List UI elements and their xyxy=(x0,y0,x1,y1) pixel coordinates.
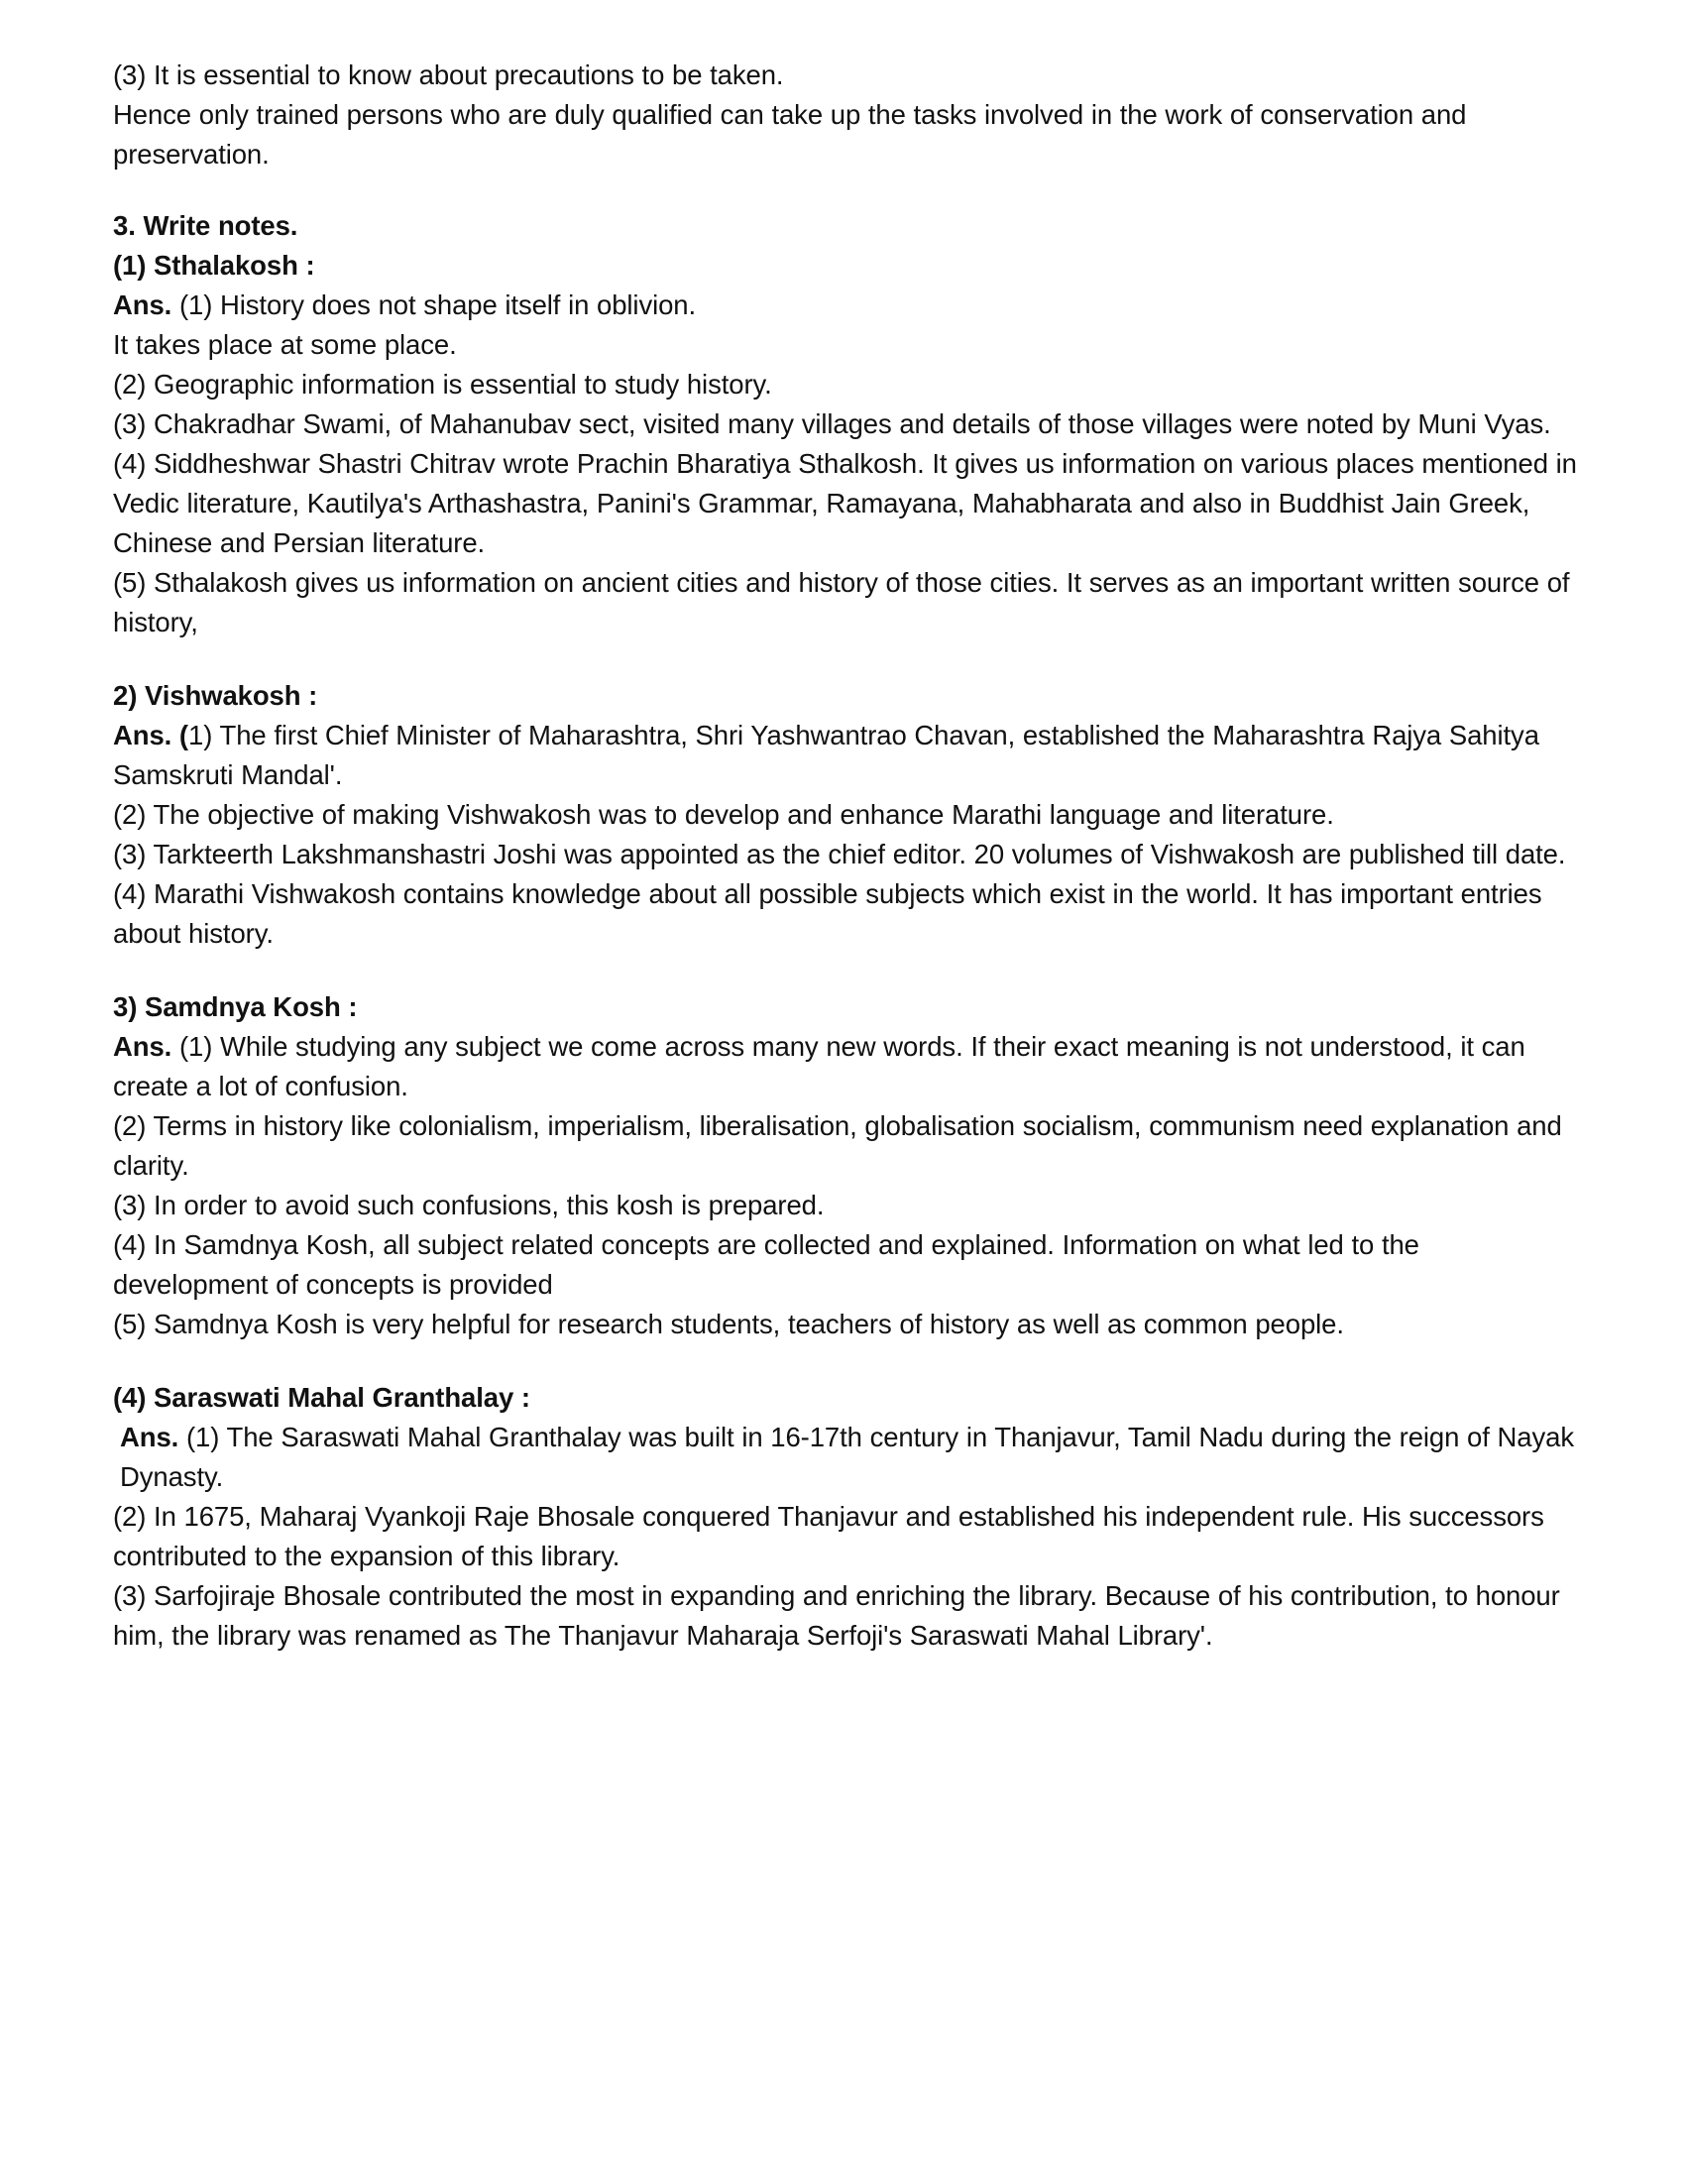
note-line: (2) Terms in history like colonialism, imperialism, liberalisation, globalisation socialism, communism need explanation and clarity. xyxy=(113,1110,1562,1181)
document-body xyxy=(113,56,1577,1656)
note-line: (4) Siddheshwar Shastri Chitrav wrote Prachin Bharatiya Sthalkosh. It gives us information on various places mentioned in Vedic literature, Kautilya's Arthashastra, Panini's Grammar, Ramayana, Mahabharata and also in Buddhist Jain Greek, Chinese and Persian literature. xyxy=(113,448,1577,558)
answer-first-line: (1) While studying any subject we come across many new words. If their exact meaning is not understood, it can create a lot of confusion. xyxy=(113,1031,1525,1101)
answer-label: Ans. xyxy=(113,289,172,320)
note-line: (5) Samdnya Kosh is very helpful for research students, teachers of history as well as common people. xyxy=(113,1309,1344,1339)
answer-first-line: (1) History does not shape itself in oblivion. xyxy=(171,289,697,320)
spacer xyxy=(113,642,1577,676)
note-line: It takes place at some place. xyxy=(113,329,457,360)
intro-line-1: (3) It is essential to know about precautions to be taken. xyxy=(113,59,784,90)
spacer xyxy=(113,1344,1577,1378)
note-line: (2) The objective of making Vishwakosh was to develop and enhance Marathi language and literature. xyxy=(113,799,1334,830)
note-line: (4) In Samdnya Kosh, all subject related concepts are collected and explained. Information on what led to the development of concepts is provided xyxy=(113,1229,1419,1300)
question-heading: 3. Write notes. xyxy=(113,210,298,241)
note-line: (2) Geographic information is essential to study history. xyxy=(113,369,772,400)
intro-line-2: Hence only trained persons who are duly qualified can take up the tasks involved in the work of conservation and preservation. xyxy=(113,99,1467,170)
answer-label: Ans. ( xyxy=(113,720,188,750)
spacer xyxy=(113,954,1577,987)
note-answer-saraswati-mahal-granthalay xyxy=(113,1418,1577,1497)
note-answer-samdnya-kosh xyxy=(113,1027,1577,1106)
note-line: (3) Sarfojiraje Bhosale contributed the most in expanding and enriching the library. Because of his contribution, to honour him, the library was renamed as The Thanjavur Maharaja Serfoji's Saraswati Mahal Library'. xyxy=(113,1580,1560,1651)
note-line: (4) Marathi Vishwakosh contains knowledge about all possible subjects which exist in the world. It has important entries about history. xyxy=(113,878,1542,949)
note-line: (2) In 1675, Maharaj Vyankoji Raje Bhosale conquered Thanjavur and established his independent rule. His successors contributed to the expansion of this library. xyxy=(113,1501,1544,1571)
answer-label: Ans. xyxy=(113,1031,172,1062)
spacer xyxy=(113,174,1577,206)
note-line: (5) Sthalakosh gives us information on ancient cities and history of those cities. It serves as an important written source of history, xyxy=(113,567,1570,637)
note-line: (3) Chakradhar Swami, of Mahanubav sect, visited many villages and details of those villages were noted by Muni Vyas. xyxy=(113,408,1551,439)
answer-label: Ans. xyxy=(120,1422,179,1452)
note-heading-vishwakosh: 2) Vishwakosh : xyxy=(113,680,318,711)
note-answer-vishwakosh xyxy=(113,716,1577,795)
note-answer-sthalakosh xyxy=(113,286,1577,325)
note-line: (3) In order to avoid such confusions, this kosh is prepared. xyxy=(113,1190,825,1220)
answer-first-line: (1) The Saraswati Mahal Granthalay was built in 16-17th century in Thanjavur, Tamil Nadu during the reign of Nayak Dynasty. xyxy=(120,1422,1574,1492)
note-heading-saraswati-mahal-granthalay: (4) Saraswati Mahal Granthalay : xyxy=(113,1382,530,1413)
note-line: (3) Tarkteerth Lakshmanshastri Joshi was appointed as the chief editor. 20 volumes of Vishwakosh are published till date. xyxy=(113,839,1566,869)
note-heading-samdnya-kosh: 3) Samdnya Kosh : xyxy=(113,991,358,1022)
note-heading-sthalakosh: (1) Sthalakosh : xyxy=(113,250,315,281)
answer-first-line: 1) The first Chief Minister of Maharashtra, Shri Yashwantrao Chavan, established the Maharashtra Rajya Sahitya Samskruti Mandal'. xyxy=(113,720,1539,790)
